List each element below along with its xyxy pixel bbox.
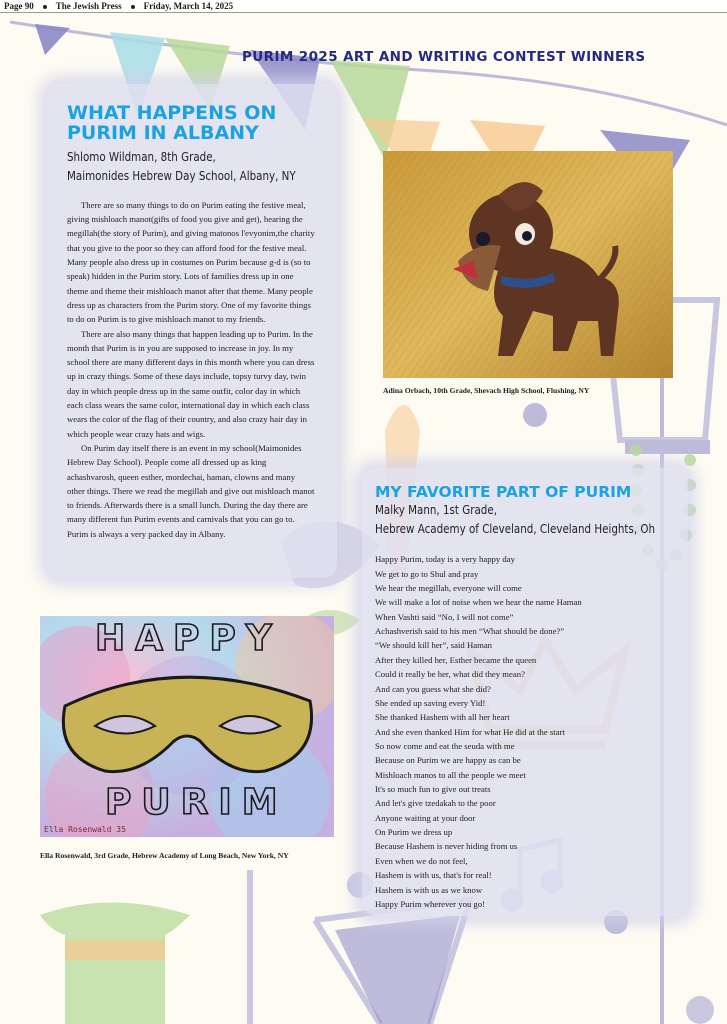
paragraph: There are also many things that happen leading up to Purim. In the month that Purim is in you are supposed to increase in joy. In my school there are many different days in this month where you can dress up in crazy things. Some of these days include, topsy turvy day, twin day in which people dress up in the same outfit, color day in which each class wears the same color, international day in which each class wears the color of the flag of their country, and also crazy hair day in which people wear crazy hats and wigs. <box>67 328 315 439</box>
paragraph: There are so many things to do on Purim eating the festive meal, giving mishloach manot(gifts of food you give and get), hearing the megillah(the story of Purim), and giving matonos l'evyonim,the charity that you give to the poor so they can afford food for the festive meal. Many people also dress up in costumes on Purim because g-d is (so to speak) hidden in the Purim story. Lots of families dress up in one theme and theme their mishloach manot after that theme. Many people dress up as characters from the Purim story. One of my favorite things to do on Purim is to give mishloach manot to my friends. <box>67 199 315 325</box>
article-title-line: WHAT HAPPENS ON <box>67 102 277 124</box>
poem-line: We hear the megillah, everyone will come <box>375 582 522 593</box>
page-header <box>0 0 727 13</box>
poem-line: Anyone waiting at your door <box>375 812 476 823</box>
poem-line: Even when we do not feel, <box>375 855 468 866</box>
poem-line: And let's give tzedakah to the poor <box>375 798 496 809</box>
poem-line: Hashem is with us as we know <box>375 884 483 895</box>
artwork-signature: Ella Rosenwald 35 <box>44 825 126 834</box>
poem-line: After they killed her, Esther became the queen <box>375 654 537 665</box>
poem-line: It's so much fun to give out treats <box>375 784 491 795</box>
author-school: Maimonides Hebrew Day School, Albany, NY <box>67 168 296 183</box>
author-school: Hebrew Academy of Cleveland, Cleveland Heights, Oh <box>375 522 656 537</box>
poem-line: “We should kill her”, said Haman <box>375 640 493 651</box>
article-title <box>67 104 315 144</box>
author-name: Malky Mann, 1st Grade, <box>375 503 497 518</box>
article-favorite-part <box>375 484 675 911</box>
poem-line: And can you guess what she did? <box>375 683 491 694</box>
poem-line: On Purim we dress up <box>375 827 453 838</box>
artwork-purim-text: PURIM <box>105 782 288 823</box>
author-name: Shlomo Wildman, 8th Grade, <box>67 149 216 164</box>
poem-body <box>375 552 675 911</box>
artwork-caption: Adina Orbach, 10th Grade, Shevach High School, Flushing, NY <box>383 386 590 395</box>
publication-name: The Jewish Press <box>55 1 122 11</box>
page-number: Page 90 <box>4 1 34 11</box>
poem-line: Achashverish said to his men “What should be done?” <box>375 626 565 637</box>
poem-line: Happy Purim wherever you go! <box>375 898 486 909</box>
paragraph: On Purim day itself there is an event in my school(Maimonides Hebrew Day School). People come all dressed up as king achashvarosh, queen esther, mordechai, haman, clowns and many other things. There we read the megillah and give out mishloach manot to friends. Afterwards there is a small lunch. During the day there are many different fun Purim events and carnivals that you can go to. Purim is always a very packed day in Albany. <box>67 442 315 539</box>
article-body <box>67 198 315 541</box>
artwork-happy-text: HAPPY <box>95 618 282 659</box>
article-title-line: PURIM IN ALBANY <box>67 121 259 144</box>
poem-line: Hashem is with us, that's for real! <box>375 870 492 881</box>
poem-line: Happy Purim, today is a very happy day <box>375 554 515 565</box>
artwork-caption: Ella Rosenwald, 3rd Grade, Hebrew Academy of Long Beach, New York, NY <box>40 851 289 860</box>
artwork-mask-image <box>40 616 334 837</box>
poem-line: Because Hashem is never hiding from us <box>375 841 518 852</box>
contest-banner-title: PURIM 2025 ART AND WRITING CONTEST WINNERS <box>242 49 646 65</box>
poem-line: She thanked Hashem with all her heart <box>375 712 510 723</box>
poem-line: We get to go to Shul and pray <box>375 568 479 579</box>
poem-line: So now come and eat the seuda with me <box>375 740 515 751</box>
issue-date: Friday, March 14, 2025 <box>143 1 234 11</box>
poem-line: She ended up saving every Yid! <box>375 697 486 708</box>
separator-dot <box>131 5 135 9</box>
poem-line: Could it really be her, what did they mean? <box>375 669 525 680</box>
article-albany <box>67 104 315 541</box>
separator-dot <box>43 5 47 9</box>
article-title: MY FAVORITE PART OF PURIM <box>375 483 632 501</box>
artwork-dog-image <box>383 151 673 378</box>
poem-line: When Vashti said “No, I will not come” <box>375 611 514 622</box>
poem-line: Mishloach manos to all the people we meet <box>375 769 526 780</box>
poem-line: And she even thanked Him for what He did at the start <box>375 726 565 737</box>
poem-line: Because on Purim we are happy as can be <box>375 755 521 766</box>
poem-line: We will make a lot of noise when we hear the name Haman <box>375 597 582 608</box>
top-hat-icon <box>40 903 190 1024</box>
